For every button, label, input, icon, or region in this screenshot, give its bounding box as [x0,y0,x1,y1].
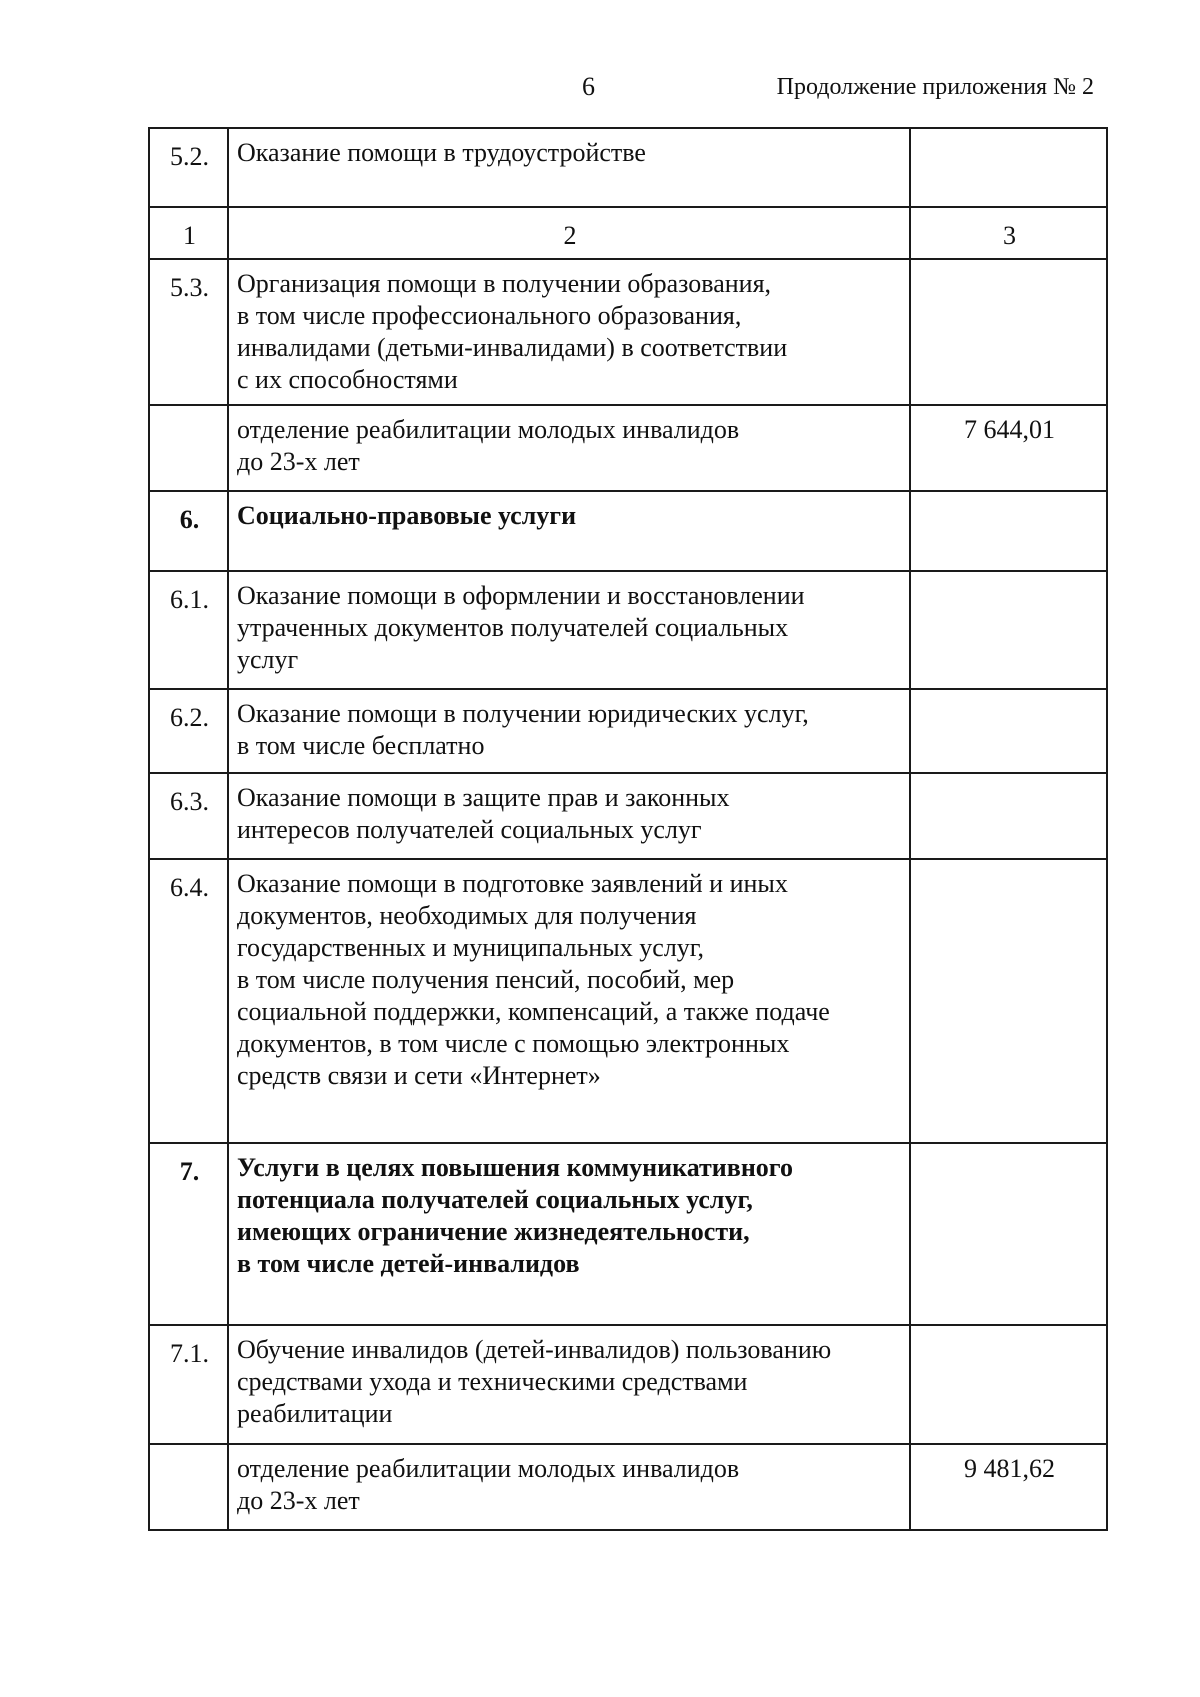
description-line: в том числе бесплатно [237,731,485,760]
row-value [910,259,1107,405]
row-value [910,859,1107,1143]
row-value [910,1325,1107,1444]
row-description [228,1143,910,1325]
row-number: 6.2. [149,689,228,773]
description-line: в том числе получения пенсий, пособий, мер [237,965,735,994]
description-line: потенциала получателей социальных услуг, [237,1185,753,1214]
description-line: средств связи и сети «Интернет» [237,1061,601,1090]
column-header-row [149,207,1107,259]
row-description [228,1325,910,1444]
description-line: Обучение инвалидов (детей-инвалидов) пользованию [237,1335,832,1364]
row-value [910,128,1107,207]
services-table [148,127,1108,1531]
description-line: документов, в том числе с помощью электронных [237,1029,790,1058]
row-value [910,1143,1107,1325]
description-line: услуг [237,645,299,674]
row-number: 7. [149,1143,228,1325]
row-value [910,773,1107,859]
description-line: Оказание помощи в трудоустройстве [237,138,646,167]
description-line: социальной поддержки, компенсаций, а также подаче [237,997,830,1026]
row-description [228,491,910,571]
row-number: 5.2. [149,128,228,207]
continuation-label: Продолжение приложения № 2 [776,74,1094,100]
row-value [910,571,1107,689]
table-row [149,571,1107,689]
description-line: Оказание помощи в защите прав и законных [237,783,730,812]
description-line: отделение реабилитации молодых инвалидов [237,415,740,444]
description-line: с их способностями [237,365,458,394]
row-number: 7.1. [149,1325,228,1444]
description-line: отделение реабилитации молодых инвалидов [237,1454,740,1483]
column-header: 2 [228,207,910,259]
table-row [149,128,1107,207]
row-number: 5.3. [149,259,228,405]
row-description [228,259,910,405]
row-value: 7 644,01 [910,405,1107,491]
row-description [228,689,910,773]
table-row [149,773,1107,859]
description-line: Социально-правовые услуги [237,501,577,530]
description-line: в том числе детей-инвалидов [237,1249,580,1278]
row-value [910,491,1107,571]
table-row [149,1143,1107,1325]
table-row [149,859,1107,1143]
row-value: 9 481,62 [910,1444,1107,1530]
table-row [149,491,1107,571]
description-line: Оказание помощи в подготовке заявлений и иных [237,869,788,898]
row-description [228,859,910,1143]
row-number: 6. [149,491,228,571]
description-line: инвалидами (детьми-инвалидами) в соответствии [237,333,788,362]
row-number: 6.4. [149,859,228,1143]
page-number: 6 [582,72,595,101]
description-line: Организация помощи в получении образования, [237,269,772,298]
description-line: Оказание помощи в оформлении и восстановлении [237,581,805,610]
description-line: Оказание помощи в получении юридических услуг, [237,699,809,728]
table-row [149,1444,1107,1530]
description-line: средствами ухода и техническими средствами [237,1367,748,1396]
row-description [228,773,910,859]
row-description [228,405,910,491]
description-line: интересов получателей социальных услуг [237,815,702,844]
description-line: документов, необходимых для получения [237,901,697,930]
description-line: государственных и муниципальных услуг, [237,933,705,962]
row-description [228,1444,910,1530]
table-row [149,405,1107,491]
column-header: 3 [910,207,1107,259]
table-row [149,689,1107,773]
column-header: 1 [149,207,228,259]
row-description [228,571,910,689]
row-description [228,128,910,207]
row-number: 6.3. [149,773,228,859]
row-number [149,1444,228,1530]
table-row [149,1325,1107,1444]
description-line: реабилитации [237,1399,393,1428]
row-number: 6.1. [149,571,228,689]
description-line: Услуги в целях повышения коммуникативного [237,1153,793,1182]
description-line: утраченных документов получателей социальных [237,613,789,642]
row-number [149,405,228,491]
description-line: до 23-х лет [237,1486,360,1515]
table-row [149,259,1107,405]
description-line: имеющих ограничение жизнедеятельности, [237,1217,750,1246]
row-value [910,689,1107,773]
description-line: в том числе профессионального образования, [237,301,742,330]
description-line: до 23-х лет [237,447,360,476]
